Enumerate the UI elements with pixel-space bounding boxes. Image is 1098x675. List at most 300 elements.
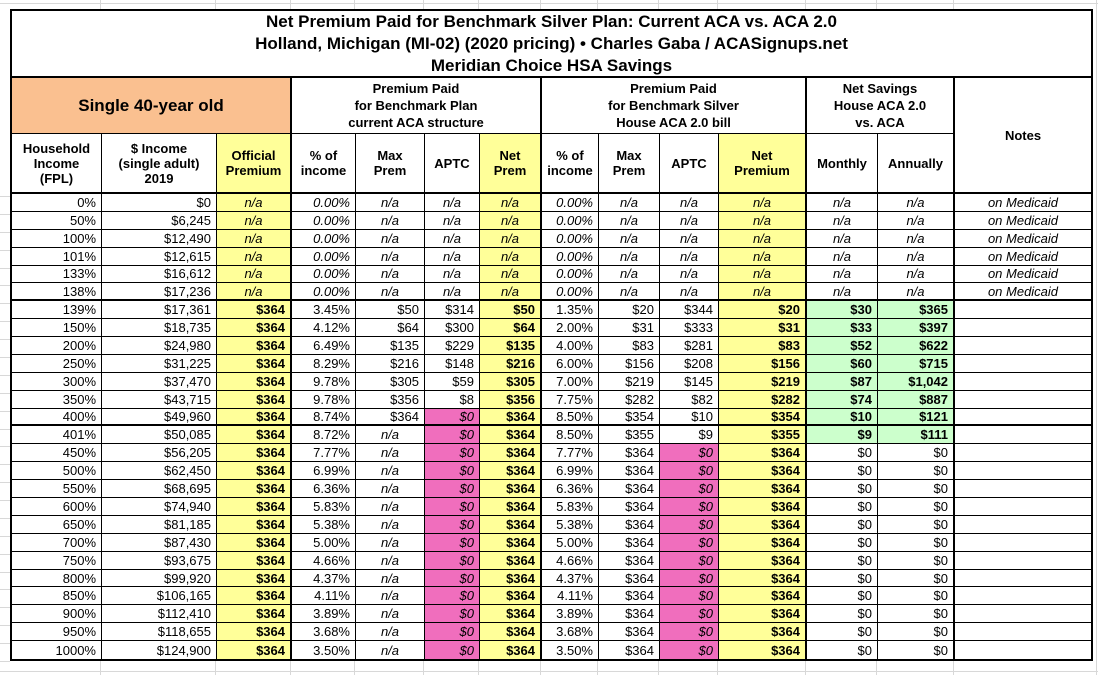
table-cell: $156 bbox=[719, 355, 807, 373]
table-cell: on Medicaid bbox=[955, 266, 1091, 284]
table-cell: n/a bbox=[878, 194, 955, 212]
table-cell: $364 bbox=[480, 409, 542, 427]
table-cell: n/a bbox=[719, 212, 807, 230]
table-cell: $364 bbox=[217, 498, 292, 516]
column-header: APTC bbox=[425, 134, 480, 194]
table-cell: $31 bbox=[599, 319, 660, 337]
table-cell: n/a bbox=[356, 641, 425, 659]
table-title bbox=[12, 11, 1091, 78]
table-cell: 800% bbox=[12, 570, 102, 588]
sheet-gridline bbox=[354, 661, 355, 675]
table-cell: 4.37% bbox=[292, 570, 356, 588]
sheet-gridline bbox=[805, 0, 806, 9]
table-cell: $0 bbox=[807, 587, 878, 605]
table-cell: $364 bbox=[480, 623, 542, 641]
table-cell: 9.78% bbox=[292, 391, 356, 409]
table-cell: n/a bbox=[356, 248, 425, 266]
table-cell: $354 bbox=[599, 409, 660, 427]
table-cell: 150% bbox=[12, 319, 102, 337]
table-cell: $364 bbox=[217, 355, 292, 373]
table-cell: 8.72% bbox=[292, 426, 356, 444]
sheet-gridline bbox=[100, 661, 101, 675]
table-cell: 4.00% bbox=[542, 337, 599, 355]
table-cell: $364 bbox=[480, 605, 542, 623]
table-cell: $87 bbox=[807, 373, 878, 391]
table-cell: 300% bbox=[12, 373, 102, 391]
table-cell: n/a bbox=[599, 283, 660, 301]
sheet-gridline bbox=[540, 0, 541, 9]
table-cell: 3.50% bbox=[542, 641, 599, 659]
table-cell: $216 bbox=[356, 355, 425, 373]
table-cell: n/a bbox=[807, 266, 878, 284]
sheet-gridline bbox=[597, 0, 598, 9]
sheet-gridline bbox=[717, 0, 718, 9]
table-cell: $111 bbox=[878, 426, 955, 444]
table-cell: 0.00% bbox=[542, 194, 599, 212]
table-cell: 3.68% bbox=[292, 623, 356, 641]
table-cell: n/a bbox=[719, 283, 807, 301]
table-cell: 0.00% bbox=[292, 194, 356, 212]
table-cell: $0 bbox=[425, 641, 480, 659]
sheet-gridline bbox=[0, 464, 10, 465]
table-cell: n/a bbox=[807, 283, 878, 301]
table-cell: $0 bbox=[425, 587, 480, 605]
table-cell: 8.74% bbox=[292, 409, 356, 427]
sheet-gridline bbox=[876, 661, 877, 675]
table-cell: n/a bbox=[878, 266, 955, 284]
sheet-gridline bbox=[953, 661, 954, 675]
table-cell: $364 bbox=[480, 552, 542, 570]
sheet-gridline bbox=[805, 661, 806, 675]
table-cell: 6.00% bbox=[542, 355, 599, 373]
table-cell: n/a bbox=[660, 266, 719, 284]
sheet-gridline bbox=[100, 0, 101, 9]
sheet-gridline bbox=[290, 661, 291, 675]
table-cell: $715 bbox=[878, 355, 955, 373]
group-header-subject: Single 40-year old bbox=[12, 78, 292, 134]
sheet-gridline bbox=[953, 0, 954, 9]
table-cell: 1.35% bbox=[542, 301, 599, 319]
table-cell: $0 bbox=[660, 623, 719, 641]
table-cell: $0 bbox=[807, 605, 878, 623]
table-cell: n/a bbox=[807, 230, 878, 248]
table-cell: $364 bbox=[719, 534, 807, 552]
table-cell: $364 bbox=[480, 534, 542, 552]
table-cell: $364 bbox=[356, 409, 425, 427]
table-cell: n/a bbox=[425, 194, 480, 212]
table-cell bbox=[955, 355, 1091, 373]
table-cell: $0 bbox=[102, 194, 217, 212]
table-cell: $0 bbox=[878, 587, 955, 605]
table-cell: $219 bbox=[719, 373, 807, 391]
table-cell: $364 bbox=[719, 623, 807, 641]
table-cell bbox=[955, 516, 1091, 534]
table-cell: $0 bbox=[807, 552, 878, 570]
table-cell: n/a bbox=[599, 230, 660, 248]
table-cell: $20 bbox=[719, 301, 807, 319]
table-cell: $0 bbox=[660, 570, 719, 588]
table-cell: $364 bbox=[480, 426, 542, 444]
table-cell: $118,655 bbox=[102, 623, 217, 641]
table-cell: $364 bbox=[480, 570, 542, 588]
table-cell: 650% bbox=[12, 516, 102, 534]
table-cell: $0 bbox=[878, 623, 955, 641]
table-cell: $17,236 bbox=[102, 283, 217, 301]
table-cell: $0 bbox=[660, 480, 719, 498]
table-cell bbox=[955, 480, 1091, 498]
table-cell: 5.83% bbox=[542, 498, 599, 516]
table-cell bbox=[955, 605, 1091, 623]
table-cell: n/a bbox=[217, 248, 292, 266]
table-cell: $282 bbox=[599, 391, 660, 409]
table-cell: $0 bbox=[425, 426, 480, 444]
table-cell: $0 bbox=[425, 552, 480, 570]
table-cell: $0 bbox=[425, 444, 480, 462]
table-cell: $364 bbox=[480, 587, 542, 605]
table-cell: $82 bbox=[660, 391, 719, 409]
sheet-gridline bbox=[0, 554, 10, 555]
table-cell: $99,920 bbox=[102, 570, 217, 588]
table-cell: $10 bbox=[660, 409, 719, 427]
table-cell: $59 bbox=[425, 373, 480, 391]
table-cell: $31,225 bbox=[102, 355, 217, 373]
table-cell: $17,361 bbox=[102, 301, 217, 319]
table-cell: $145 bbox=[660, 373, 719, 391]
table-cell: on Medicaid bbox=[955, 283, 1091, 301]
table-cell: 500% bbox=[12, 462, 102, 480]
table-cell: $49,960 bbox=[102, 409, 217, 427]
table-cell: n/a bbox=[356, 570, 425, 588]
sheet-gridline bbox=[717, 661, 718, 675]
table-cell: $622 bbox=[878, 337, 955, 355]
sheet-gridline bbox=[0, 357, 10, 358]
table-cell: $356 bbox=[356, 391, 425, 409]
table-cell: $83 bbox=[599, 337, 660, 355]
table-cell: 4.37% bbox=[542, 570, 599, 588]
table-cell: $364 bbox=[719, 480, 807, 498]
table-cell bbox=[955, 426, 1091, 444]
table-cell: 450% bbox=[12, 444, 102, 462]
sheet-gridline bbox=[354, 0, 355, 9]
table-cell bbox=[955, 641, 1091, 659]
table-cell: n/a bbox=[878, 283, 955, 301]
table-cell: $0 bbox=[807, 462, 878, 480]
table-cell: 5.38% bbox=[542, 516, 599, 534]
table-cell: 8.50% bbox=[542, 409, 599, 427]
table-cell bbox=[955, 391, 1091, 409]
table-cell: 50% bbox=[12, 212, 102, 230]
table-cell: $0 bbox=[425, 516, 480, 534]
column-header: Max Prem bbox=[356, 134, 425, 194]
sheet-gridline bbox=[0, 589, 10, 590]
table-cell: $56,205 bbox=[102, 444, 217, 462]
sheet-gridline bbox=[0, 429, 10, 430]
table-cell: $364 bbox=[217, 373, 292, 391]
table-cell: 3.50% bbox=[292, 641, 356, 659]
table-cell: $364 bbox=[217, 623, 292, 641]
sheet-gridline bbox=[658, 661, 659, 675]
table-cell: $364 bbox=[719, 462, 807, 480]
table-cell: $20 bbox=[599, 301, 660, 319]
table-cell: n/a bbox=[356, 212, 425, 230]
table-cell: $887 bbox=[878, 391, 955, 409]
table-cell: 0% bbox=[12, 194, 102, 212]
table-cell: 950% bbox=[12, 623, 102, 641]
table-cell: $364 bbox=[599, 516, 660, 534]
table-cell: n/a bbox=[807, 194, 878, 212]
table-cell: 0.00% bbox=[292, 283, 356, 301]
table-cell: $364 bbox=[599, 480, 660, 498]
table-cell: 3.89% bbox=[292, 605, 356, 623]
table-cell: n/a bbox=[878, 230, 955, 248]
table-cell: 400% bbox=[12, 409, 102, 427]
table-cell: $364 bbox=[599, 605, 660, 623]
table-cell: $0 bbox=[425, 605, 480, 623]
table-cell: 700% bbox=[12, 534, 102, 552]
table-cell: 0.00% bbox=[292, 230, 356, 248]
table-cell: 200% bbox=[12, 337, 102, 355]
table-cell: $83 bbox=[719, 337, 807, 355]
table-cell: $0 bbox=[425, 462, 480, 480]
table-cell: 600% bbox=[12, 498, 102, 516]
table-cell: 350% bbox=[12, 391, 102, 409]
table-cell: $208 bbox=[660, 355, 719, 373]
sheet-gridline bbox=[0, 446, 10, 447]
title-line-1: Net Premium Paid for Benchmark Silver Plan: Current ACA vs. ACA 2.0 bbox=[266, 11, 837, 31]
table-cell: $0 bbox=[660, 516, 719, 534]
table-cell: $0 bbox=[660, 498, 719, 516]
table-cell: 7.75% bbox=[542, 391, 599, 409]
table-cell: $60 bbox=[807, 355, 878, 373]
table-cell: 138% bbox=[12, 283, 102, 301]
table-cell bbox=[955, 534, 1091, 552]
table-cell: $364 bbox=[719, 498, 807, 516]
table-cell: $364 bbox=[599, 570, 660, 588]
column-header: % of income bbox=[292, 134, 356, 194]
table-cell: n/a bbox=[660, 248, 719, 266]
table-cell: 0.00% bbox=[292, 248, 356, 266]
table-cell: $364 bbox=[217, 444, 292, 462]
sheet-gridline bbox=[215, 661, 216, 675]
table-cell: $364 bbox=[217, 480, 292, 498]
sheet-gridline bbox=[540, 661, 541, 675]
table-cell: n/a bbox=[599, 248, 660, 266]
sheet-gridline bbox=[0, 303, 10, 304]
group-header-aca2: Premium Paid for Benchmark Silver House ACA 2.0 bill bbox=[542, 78, 807, 134]
table-cell: 6.36% bbox=[292, 480, 356, 498]
sheet-gridline bbox=[0, 500, 10, 501]
table-cell: $64 bbox=[480, 319, 542, 337]
table-cell bbox=[955, 409, 1091, 427]
table-cell: $0 bbox=[425, 409, 480, 427]
table-cell: $135 bbox=[480, 337, 542, 355]
table-cell: $16,612 bbox=[102, 266, 217, 284]
table-cell: n/a bbox=[480, 266, 542, 284]
table-cell: n/a bbox=[217, 194, 292, 212]
table-cell: n/a bbox=[878, 212, 955, 230]
table-cell: n/a bbox=[425, 230, 480, 248]
sheet-gridline bbox=[0, 285, 10, 286]
table-cell: $50,085 bbox=[102, 426, 217, 444]
table-cell: 0.00% bbox=[542, 230, 599, 248]
table-cell: $364 bbox=[217, 552, 292, 570]
table-cell: 7.77% bbox=[542, 444, 599, 462]
table-cell: 0.00% bbox=[542, 212, 599, 230]
table-cell: $0 bbox=[878, 444, 955, 462]
table-cell: $364 bbox=[599, 462, 660, 480]
table-cell: n/a bbox=[217, 283, 292, 301]
table-cell: $355 bbox=[599, 426, 660, 444]
table-cell: 0.00% bbox=[542, 283, 599, 301]
table-cell: 7.77% bbox=[292, 444, 356, 462]
table-cell: $68,695 bbox=[102, 480, 217, 498]
sheet-gridline bbox=[0, 3, 1098, 4]
table-cell: $364 bbox=[480, 498, 542, 516]
table-cell: $148 bbox=[425, 355, 480, 373]
table-cell: 4.66% bbox=[292, 552, 356, 570]
table-cell: $1,042 bbox=[878, 373, 955, 391]
table-cell: $0 bbox=[878, 534, 955, 552]
table-cell: n/a bbox=[356, 605, 425, 623]
table-cell bbox=[955, 570, 1091, 588]
table-cell: $364 bbox=[599, 623, 660, 641]
table-cell: $354 bbox=[719, 409, 807, 427]
table-cell: $364 bbox=[480, 641, 542, 659]
sheet-gridline bbox=[0, 393, 10, 394]
table-cell: $364 bbox=[217, 426, 292, 444]
table-cell: $9 bbox=[807, 426, 878, 444]
table-cell: $364 bbox=[217, 337, 292, 355]
table-cell: 4.66% bbox=[542, 552, 599, 570]
table-cell: 6.49% bbox=[292, 337, 356, 355]
table-cell: $355 bbox=[719, 426, 807, 444]
table-cell: n/a bbox=[660, 194, 719, 212]
table-cell bbox=[955, 587, 1091, 605]
table-cell: $0 bbox=[878, 605, 955, 623]
table-cell: $106,165 bbox=[102, 587, 217, 605]
sheet-gridline bbox=[0, 339, 10, 340]
table-cell: $364 bbox=[719, 570, 807, 588]
table-cell: $24,980 bbox=[102, 337, 217, 355]
sheet-gridline bbox=[0, 268, 10, 269]
table-cell: $50 bbox=[480, 301, 542, 319]
table-cell: 250% bbox=[12, 355, 102, 373]
table-cell: $364 bbox=[217, 641, 292, 659]
table-cell: 750% bbox=[12, 552, 102, 570]
table-cell: n/a bbox=[356, 498, 425, 516]
table-cell: 850% bbox=[12, 587, 102, 605]
group-header-current-aca: Premium Paid for Benchmark Plan current ACA structure bbox=[292, 78, 542, 134]
table-cell: $18,735 bbox=[102, 319, 217, 337]
table-cell: $365 bbox=[878, 301, 955, 319]
group-header-savings: Net Savings House ACA 2.0 vs. ACA bbox=[807, 78, 955, 134]
table-cell: $0 bbox=[425, 480, 480, 498]
table-cell: 6.99% bbox=[542, 462, 599, 480]
table-cell: $50 bbox=[356, 301, 425, 319]
table-cell: $364 bbox=[217, 587, 292, 605]
table-cell: n/a bbox=[719, 266, 807, 284]
table-cell: 133% bbox=[12, 266, 102, 284]
column-header: Monthly bbox=[807, 134, 878, 194]
table-cell: 139% bbox=[12, 301, 102, 319]
table-cell: $364 bbox=[719, 444, 807, 462]
table-cell: $156 bbox=[599, 355, 660, 373]
table-cell: n/a bbox=[356, 230, 425, 248]
table-cell: 9.78% bbox=[292, 373, 356, 391]
sheet-gridline bbox=[0, 607, 10, 608]
table-cell: 5.38% bbox=[292, 516, 356, 534]
sheet-gridline bbox=[0, 321, 10, 322]
table-cell: $344 bbox=[660, 301, 719, 319]
table-cell: $0 bbox=[807, 570, 878, 588]
table-cell: $12,490 bbox=[102, 230, 217, 248]
table-cell: 5.00% bbox=[542, 534, 599, 552]
table-cell: 5.00% bbox=[292, 534, 356, 552]
table-cell: $364 bbox=[719, 552, 807, 570]
column-header: APTC bbox=[660, 134, 719, 194]
table-cell: $281 bbox=[660, 337, 719, 355]
table-cell: $52 bbox=[807, 337, 878, 355]
table-cell: 2.00% bbox=[542, 319, 599, 337]
table-cell: 6.36% bbox=[542, 480, 599, 498]
table-cell: $397 bbox=[878, 319, 955, 337]
table-cell: n/a bbox=[356, 623, 425, 641]
table-cell: $0 bbox=[660, 552, 719, 570]
table-cell: n/a bbox=[425, 248, 480, 266]
table-cell: 7.00% bbox=[542, 373, 599, 391]
table-cell: $364 bbox=[599, 587, 660, 605]
sheet-gridline bbox=[876, 0, 877, 9]
table-cell: 6.99% bbox=[292, 462, 356, 480]
table-cell: n/a bbox=[480, 212, 542, 230]
table-cell: n/a bbox=[356, 426, 425, 444]
sheet-gridline bbox=[1096, 0, 1097, 675]
table-cell: $0 bbox=[425, 534, 480, 552]
table-cell: $0 bbox=[878, 552, 955, 570]
table-cell: $31 bbox=[719, 319, 807, 337]
table-cell: $64 bbox=[356, 319, 425, 337]
table-cell: $0 bbox=[878, 498, 955, 516]
table-cell: $0 bbox=[425, 623, 480, 641]
table-cell: $9 bbox=[660, 426, 719, 444]
column-header: Max Prem bbox=[599, 134, 660, 194]
table-cell: $112,410 bbox=[102, 605, 217, 623]
table-cell: n/a bbox=[356, 462, 425, 480]
table-cell: $93,675 bbox=[102, 552, 217, 570]
table-cell: $364 bbox=[217, 516, 292, 534]
table-cell: $0 bbox=[878, 570, 955, 588]
table-cell: n/a bbox=[660, 283, 719, 301]
title-line-3: Meridian Choice HSA Savings bbox=[430, 55, 673, 75]
table-cell: $305 bbox=[356, 373, 425, 391]
sheet-gridline bbox=[0, 214, 10, 215]
table-cell: $364 bbox=[480, 462, 542, 480]
table-cell: $364 bbox=[480, 444, 542, 462]
table-cell: $229 bbox=[425, 337, 480, 355]
sheet-gridline bbox=[290, 0, 291, 9]
table-cell: $121 bbox=[878, 409, 955, 427]
table-cell: $0 bbox=[660, 534, 719, 552]
table-cell: $219 bbox=[599, 373, 660, 391]
table-cell: n/a bbox=[356, 266, 425, 284]
sheet-gridline bbox=[0, 536, 10, 537]
table-cell: $216 bbox=[480, 355, 542, 373]
table-cell: 8.29% bbox=[292, 355, 356, 373]
table-cell: $37,470 bbox=[102, 373, 217, 391]
table-cell: $0 bbox=[807, 623, 878, 641]
table-cell: $12,615 bbox=[102, 248, 217, 266]
table-cell: $0 bbox=[807, 498, 878, 516]
